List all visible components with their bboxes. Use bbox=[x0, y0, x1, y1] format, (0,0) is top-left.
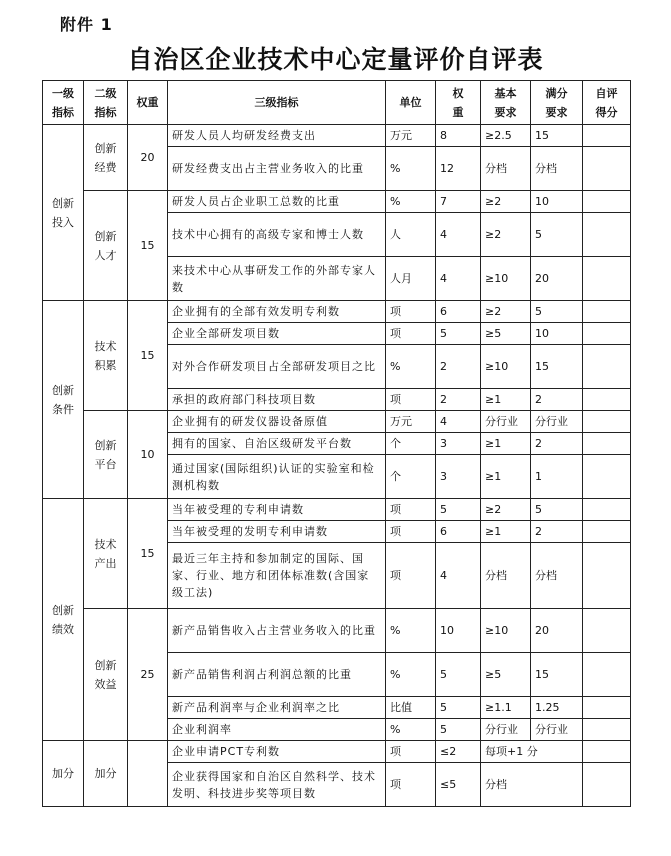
basic-cell: 分档 bbox=[481, 763, 583, 807]
table-row bbox=[43, 301, 631, 323]
full-cell: 15 bbox=[531, 653, 583, 697]
weight-cell: 6 bbox=[436, 521, 481, 543]
table-row bbox=[43, 499, 631, 521]
full-cell: 分档 bbox=[531, 147, 583, 191]
full-cell: 分行业 bbox=[531, 411, 583, 433]
subgroup-innovation-platform: 创新 平台 bbox=[84, 411, 128, 499]
self-score-cell[interactable] bbox=[583, 389, 631, 411]
weight-cell: 4 bbox=[436, 543, 481, 609]
unit-cell: 人 bbox=[386, 213, 436, 257]
full-cell: 2 bbox=[531, 521, 583, 543]
indicator-cell: 企业利润率 bbox=[168, 719, 386, 741]
header-weight: 权重 bbox=[128, 81, 168, 125]
group-innovation-conditions: 创新 条件 bbox=[43, 301, 84, 499]
group-innovation-input: 创新 投入 bbox=[43, 125, 84, 301]
unit-cell: 项 bbox=[386, 499, 436, 521]
indicator-cell: 企业拥有的全部有效发明专利数 bbox=[168, 301, 386, 323]
self-score-cell[interactable] bbox=[583, 411, 631, 433]
indicator-cell: 技术中心拥有的高级专家和博士人数 bbox=[168, 213, 386, 257]
weight-cell: 10 bbox=[436, 609, 481, 653]
full-cell: 分档 bbox=[531, 543, 583, 609]
full-cell: 1.25 bbox=[531, 697, 583, 719]
unit-cell: % bbox=[386, 147, 436, 191]
basic-cell: ≥1 bbox=[481, 521, 531, 543]
basic-cell: ≥2 bbox=[481, 301, 531, 323]
subgroup-tech-accumulation: 技术 积累 bbox=[84, 301, 128, 411]
full-cell: 10 bbox=[531, 323, 583, 345]
indicator-cell: 当年被受理的发明专利申请数 bbox=[168, 521, 386, 543]
indicator-cell: 新产品利润率与企业利润率之比 bbox=[168, 697, 386, 719]
unit-cell: 项 bbox=[386, 543, 436, 609]
weight-cell: 5 bbox=[436, 719, 481, 741]
full-cell: 20 bbox=[531, 257, 583, 301]
self-score-cell[interactable] bbox=[583, 609, 631, 653]
basic-cell: ≥10 bbox=[481, 345, 531, 389]
basic-cell: 分行业 bbox=[481, 411, 531, 433]
basic-cell: ≥1 bbox=[481, 455, 531, 499]
weight-cell: ≤5 bbox=[436, 763, 481, 807]
header-basic: 基本 要求 bbox=[481, 81, 531, 125]
unit-cell: 个 bbox=[386, 455, 436, 499]
full-cell: 5 bbox=[531, 301, 583, 323]
self-score-cell[interactable] bbox=[583, 345, 631, 389]
weight-cell: 3 bbox=[436, 433, 481, 455]
full-cell: 5 bbox=[531, 499, 583, 521]
basic-cell: 分行业 bbox=[481, 719, 531, 741]
header-level1: 一级 指标 bbox=[43, 81, 84, 125]
weight-cell: 8 bbox=[436, 125, 481, 147]
basic-cell: ≥5 bbox=[481, 653, 531, 697]
unit-cell: % bbox=[386, 719, 436, 741]
self-score-cell[interactable] bbox=[583, 125, 631, 147]
subgroup-innovation-benefit: 创新 效益 bbox=[84, 609, 128, 741]
self-score-cell[interactable] bbox=[583, 147, 631, 191]
self-score-cell[interactable] bbox=[583, 741, 631, 763]
indicator-cell: 拥有的国家、自治区级研发平台数 bbox=[168, 433, 386, 455]
header-weight2: 权 重 bbox=[436, 81, 481, 125]
table-row bbox=[43, 125, 631, 147]
unit-cell: 个 bbox=[386, 433, 436, 455]
weight-cell: 5 bbox=[436, 499, 481, 521]
subgroup-weight: 20 bbox=[128, 125, 168, 191]
indicator-cell: 研发人员占企业职工总数的比重 bbox=[168, 191, 386, 213]
weight-cell: 4 bbox=[436, 411, 481, 433]
full-cell: 20 bbox=[531, 609, 583, 653]
self-score-cell[interactable] bbox=[583, 763, 631, 807]
full-cell: 5 bbox=[531, 213, 583, 257]
subgroup-weight: 15 bbox=[128, 499, 168, 609]
self-score-cell[interactable] bbox=[583, 257, 631, 301]
indicator-cell: 企业申请PCT专利数 bbox=[168, 741, 386, 763]
indicator-cell: 研发经费支出占主营业务收入的比重 bbox=[168, 147, 386, 191]
table-row bbox=[43, 741, 631, 763]
indicator-cell: 对外合作研发项目占全部研发项目之比 bbox=[168, 345, 386, 389]
indicator-cell: 当年被受理的专利申请数 bbox=[168, 499, 386, 521]
group-innovation-performance: 创新 绩效 bbox=[43, 499, 84, 741]
page-title: 自治区企业技术中心定量评价自评表 bbox=[127, 45, 544, 74]
indicator-cell: 来技术中心从事研发工作的外部专家人数 bbox=[168, 257, 386, 301]
weight-cell: 4 bbox=[436, 213, 481, 257]
full-cell: 2 bbox=[531, 433, 583, 455]
unit-cell: 项 bbox=[386, 521, 436, 543]
indicator-cell: 新产品销售收入占主营业务收入的比重 bbox=[168, 609, 386, 653]
basic-cell: ≥1 bbox=[481, 433, 531, 455]
basic-cell: 分档 bbox=[481, 543, 531, 609]
unit-cell: 项 bbox=[386, 763, 436, 807]
full-cell: 分行业 bbox=[531, 719, 583, 741]
unit-cell: 项 bbox=[386, 741, 436, 763]
full-cell: 15 bbox=[531, 125, 583, 147]
indicator-cell: 企业全部研发项目数 bbox=[168, 323, 386, 345]
self-score-cell[interactable] bbox=[583, 455, 631, 499]
weight-cell: 7 bbox=[436, 191, 481, 213]
subgroup-weight: 15 bbox=[128, 301, 168, 411]
self-score-cell[interactable] bbox=[583, 697, 631, 719]
self-score-cell[interactable] bbox=[583, 191, 631, 213]
weight-cell: 5 bbox=[436, 323, 481, 345]
unit-cell: % bbox=[386, 653, 436, 697]
header-unit: 单位 bbox=[386, 81, 436, 125]
weight-cell: 3 bbox=[436, 455, 481, 499]
self-score-cell[interactable] bbox=[583, 433, 631, 455]
table-row bbox=[43, 411, 631, 433]
indicator-cell: 企业获得国家和自治区自然科学、技术发明、科技进步奖等项目数 bbox=[168, 763, 386, 807]
unit-cell: 比值 bbox=[386, 697, 436, 719]
indicator-cell: 最近三年主持和参加制定的国际、国家、行业、地方和团体标准数(含国家级工法) bbox=[168, 543, 386, 609]
unit-cell: 项 bbox=[386, 389, 436, 411]
group-bonus: 加分 bbox=[43, 741, 84, 807]
full-cell: 2 bbox=[531, 389, 583, 411]
basic-cell: ≥5 bbox=[481, 323, 531, 345]
weight-cell: 2 bbox=[436, 345, 481, 389]
basic-cell: ≥10 bbox=[481, 257, 531, 301]
unit-cell: 人月 bbox=[386, 257, 436, 301]
subgroup-weight: 15 bbox=[128, 191, 168, 301]
indicator-cell: 新产品销售利润占利润总额的比重 bbox=[168, 653, 386, 697]
header-level3: 三级指标 bbox=[168, 81, 386, 125]
full-cell: 10 bbox=[531, 191, 583, 213]
basic-cell: ≥2 bbox=[481, 191, 531, 213]
basic-cell: 每项+1 分 bbox=[481, 741, 583, 763]
indicator-cell: 通过国家(国际组织)认证的实验室和检测机构数 bbox=[168, 455, 386, 499]
self-score-cell[interactable] bbox=[583, 521, 631, 543]
basic-cell: ≥1.1 bbox=[481, 697, 531, 719]
subgroup-innovation-talent: 创新 人才 bbox=[84, 191, 128, 301]
weight-cell: 4 bbox=[436, 257, 481, 301]
subgroup-innovation-funding: 创新 经费 bbox=[84, 125, 128, 191]
subgroup-weight: 25 bbox=[128, 609, 168, 741]
full-cell: 15 bbox=[531, 345, 583, 389]
indicator-cell: 研发人员人均研发经费支出 bbox=[168, 125, 386, 147]
self-score-cell[interactable] bbox=[583, 323, 631, 345]
subgroup-tech-output: 技术 产出 bbox=[84, 499, 128, 609]
header-level2: 二级 指标 bbox=[84, 81, 128, 125]
attachment-label: 附件 1 bbox=[60, 15, 113, 34]
self-score-cell[interactable] bbox=[583, 719, 631, 741]
evaluation-table bbox=[42, 80, 631, 807]
self-score-cell[interactable] bbox=[583, 543, 631, 609]
indicator-cell: 企业拥有的研发仪器设备原值 bbox=[168, 411, 386, 433]
weight-cell: 5 bbox=[436, 653, 481, 697]
table-row bbox=[43, 609, 631, 653]
unit-cell: 万元 bbox=[386, 125, 436, 147]
unit-cell: 项 bbox=[386, 323, 436, 345]
header-full: 满分 要求 bbox=[531, 81, 583, 125]
full-cell: 1 bbox=[531, 455, 583, 499]
table-row bbox=[43, 191, 631, 213]
self-score-cell[interactable] bbox=[583, 653, 631, 697]
unit-cell: % bbox=[386, 191, 436, 213]
basic-cell: ≥10 bbox=[481, 609, 531, 653]
basic-cell: 分档 bbox=[481, 147, 531, 191]
weight-cell: 5 bbox=[436, 697, 481, 719]
basic-cell: ≥2 bbox=[481, 213, 531, 257]
self-score-cell[interactable] bbox=[583, 213, 631, 257]
header-row bbox=[43, 81, 631, 125]
basic-cell: ≥2.5 bbox=[481, 125, 531, 147]
self-score-cell[interactable] bbox=[583, 301, 631, 323]
weight-cell: 2 bbox=[436, 389, 481, 411]
weight-cell: ≤2 bbox=[436, 741, 481, 763]
unit-cell: % bbox=[386, 345, 436, 389]
subgroup-bonus: 加分 bbox=[84, 741, 128, 807]
unit-cell: 万元 bbox=[386, 411, 436, 433]
unit-cell: 项 bbox=[386, 301, 436, 323]
unit-cell: % bbox=[386, 609, 436, 653]
basic-cell: ≥2 bbox=[481, 499, 531, 521]
weight-cell: 12 bbox=[436, 147, 481, 191]
subgroup-weight: 10 bbox=[128, 411, 168, 499]
indicator-cell: 承担的政府部门科技项目数 bbox=[168, 389, 386, 411]
header-self: 自评 得分 bbox=[583, 81, 631, 125]
weight-cell: 6 bbox=[436, 301, 481, 323]
subgroup-weight bbox=[128, 741, 168, 807]
self-score-cell[interactable] bbox=[583, 499, 631, 521]
basic-cell: ≥1 bbox=[481, 389, 531, 411]
